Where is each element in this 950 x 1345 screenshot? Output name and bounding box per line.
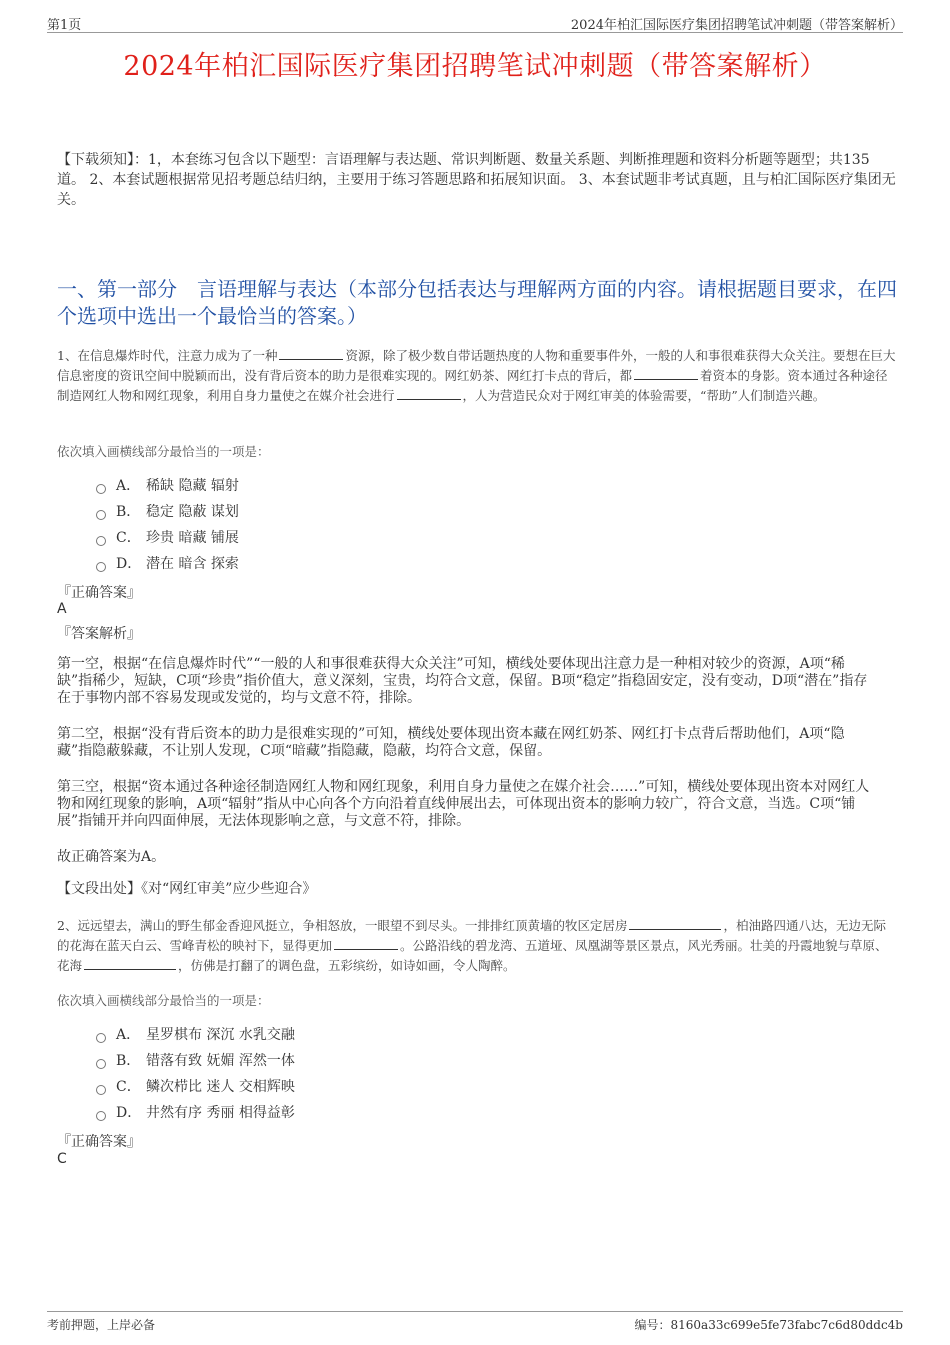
- q2-answer: C: [57, 1151, 67, 1167]
- page-title: 2024年柏汇国际医疗集团招聘笔试冲刺题（带答案解析）: [123, 51, 827, 82]
- radio-icon[interactable]: [96, 536, 106, 546]
- fill-blank: [397, 387, 461, 400]
- question-2-prompt: 依次填入画横线部分最恰当的一项是：: [57, 993, 270, 1008]
- q2-option-a[interactable]: A． 星罗棋布 深沉 水乳交融: [96, 1025, 295, 1045]
- fill-blank: [629, 917, 721, 930]
- radio-icon[interactable]: [96, 510, 106, 520]
- fill-blank: [84, 957, 176, 970]
- header-doc-title: 2024年柏汇国际医疗集团招聘笔试冲刺题（带答案解析）: [570, 18, 903, 33]
- q1-answer-label: 『正确答案』: [57, 585, 141, 601]
- q1-answer: A: [57, 601, 67, 617]
- radio-icon[interactable]: [96, 1059, 106, 1069]
- radio-icon[interactable]: [96, 1111, 106, 1121]
- page-header: [47, 14, 903, 33]
- page-number: 第1页: [47, 18, 82, 33]
- q1-analysis-para-1: 第一空，根据“在信息爆炸时代”“一般的人和事很难获得大众关注”可知，横线处要体现出注意力是一种相对较少的资源，A项“稀缺”指稀少，短缺，C项“珍贵”指价值大，意义深刻，宝贵，均符合文意，保留。B项“稳定”指稳固安定，没有变动，D项“潜在”指存在于事物内部不容易发现或发觉的，均与文意不符，排除。: [57, 656, 868, 706]
- q1-analysis-label: 『答案解析』: [57, 626, 141, 642]
- q2-option-c[interactable]: C． 鳞次栉比 迷人 交相辉映: [96, 1077, 295, 1097]
- question-1-prompt: 依次填入画横线部分最恰当的一项是：: [57, 444, 270, 459]
- radio-icon[interactable]: [96, 484, 106, 494]
- radio-icon[interactable]: [96, 562, 106, 572]
- footer-serial: 编号：8160a33c699e5fe73fabc7c6d80ddc4b: [634, 1318, 903, 1332]
- question-1-text: 1、在信息爆炸时代，注意力成为了一种 资源，除了极少数自带话题热度的人物和重要事件外，一般的人和事很难获得大众关注。要想在巨大信息密度的资讯空间中脱颖而出，没有背后资本的助力是很难实现的。网红奶茶、网红打卡点的背后，都 着资本的身影。资本通过各种途径制造网红人物和网红现象，利用自身力量使之在媒介社会进行 ，人为营造民众对于网红审美的体验需要，“帮助”人们制造兴趣。: [57, 348, 896, 403]
- q1-source: 【文段出处】《对“网红审美”应少些迎合》: [57, 881, 317, 897]
- q2-option-d[interactable]: D． 井然有序 秀丽 相得益彰: [96, 1103, 295, 1123]
- radio-icon[interactable]: [96, 1085, 106, 1095]
- footer-slogan: 考前押题，上岸必备: [47, 1318, 156, 1332]
- fill-blank: [634, 367, 698, 380]
- page-footer: [47, 1311, 903, 1334]
- question-2-text: 2、远远望去，满山的野生郁金香迎风挺立，争相怒放，一眼望不到尽头。一排排红顶黄墙的牧区定居房 ，柏油路四通八达，无边无际的花海在蓝天白云、雪峰青松的映衬下，显得更加 。公路沿线的碧龙湾、五道垭、凤凰湖等景区景点，风光秀丽。壮美的丹霞地貌与草原、花海 ，仿佛是打翻了的调色盘，五彩缤纷，如诗如画，令人陶醉。: [57, 918, 888, 973]
- q1-analysis-para-3: 第三空，根据“资本通过各种途径制造网红人物和网红现象，利用自身力量使之在媒介社会……”可知，横线处要体现出资本对网红人物和网红现象的影响，A项“辐射”指从中心向各个方向沿着直线伸展出去，可体现出资本的影响力较广，符合文意，当选。C项“铺展”指铺开并向四面伸展，无法体现影响之意，与文意不符，排除。: [57, 779, 870, 829]
- radio-icon[interactable]: [96, 1033, 106, 1043]
- q1-conclusion: 故正确答案为A。: [57, 849, 166, 865]
- fill-blank: [279, 347, 343, 360]
- section-heading: 一、第一部分 言语理解与表达（本部分包括表达与理解两方面的内容。请根据题目要求，在四个选项中选出一个最恰当的答案。）: [57, 277, 897, 328]
- q1-option-d[interactable]: D． 潜在 暗含 探索: [96, 554, 239, 574]
- q2-option-b[interactable]: B． 错落有致 妩媚 浑然一体: [96, 1051, 295, 1071]
- q1-option-a[interactable]: A． 稀缺 隐藏 辐射: [96, 476, 239, 496]
- q1-option-b[interactable]: B． 稳定 隐蔽 谋划: [96, 502, 239, 522]
- fill-blank: [334, 937, 398, 950]
- q1-analysis-para-2: 第二空，根据“没有背后资本的助力是很难实现的”可知，横线处要体现出资本藏在网红奶茶、网红打卡点背后帮助他们，A项“隐藏”指隐蔽躲藏，不让别人发现，C项“暗藏”指隐藏，隐蔽，均符合文意，保留。: [57, 726, 845, 759]
- q2-answer-label: 『正确答案』: [57, 1134, 141, 1150]
- q1-option-c[interactable]: C． 珍贵 暗藏 铺展: [96, 528, 239, 548]
- download-notice: 【下载须知】：1，本套练习包含以下题型：言语理解与表达题、常识判断题、数量关系题、判断推理题和资料分析题等题型；共135道。 2、本套试题根据常见招考题总结归纳，主要用于练习答题思路和拓展知识面。 3、本套试题非考试真题，且与柏汇国际医疗集团无关。: [57, 152, 896, 208]
